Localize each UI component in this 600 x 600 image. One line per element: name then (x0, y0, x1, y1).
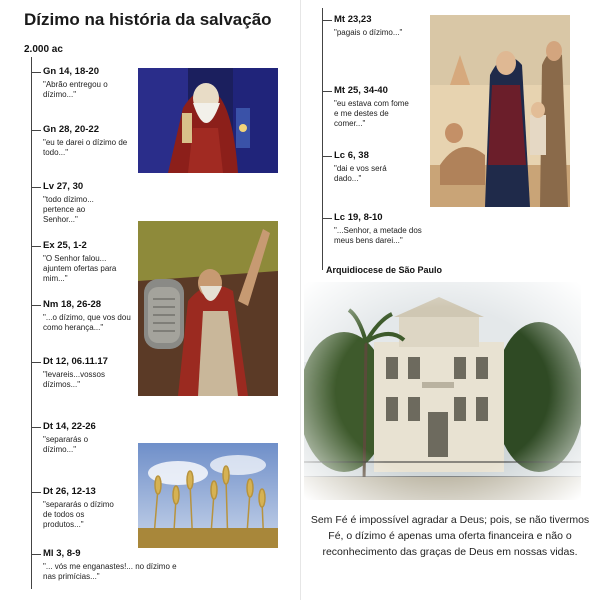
page-fold (300, 0, 301, 600)
verse-reference: Mt 23,23 (334, 14, 372, 25)
timeline-tick (31, 427, 41, 428)
verse-quote: "eu estava com fome e me destes de comer..." (334, 99, 409, 128)
moses-tablets-image (138, 221, 278, 396)
verse-quote: "pagais o dízimo..." (334, 28, 403, 37)
verse-quote: "dai e vos será dado..." (334, 164, 387, 183)
verse-reference: Ex 25, 1-2 (43, 240, 87, 251)
verse-reference: Mt 25, 34-40 (334, 85, 388, 96)
verse-reference: Ml 3, 8-9 (43, 548, 81, 559)
verse-quote: "... vós me enganastes!... no dízimo e nas primícias..." (43, 562, 177, 581)
timeline-tick (322, 20, 332, 21)
verse-quote: "Abrão entregou o dízimo..." (43, 80, 108, 99)
archdiocese-label: Arquidiocese de São Paulo (326, 265, 443, 275)
verse-quote: "levareis...vossos dízimos..." (43, 370, 105, 389)
archdiocese-building-image (304, 282, 581, 500)
timeline-tick (31, 554, 41, 555)
timeline-tick (31, 187, 41, 188)
verse-reference: Nm 18, 26-28 (43, 299, 102, 310)
timeline-entry (334, 212, 454, 246)
timeline-tick (31, 305, 41, 306)
timeline-tick (31, 130, 41, 131)
feeding-the-poor-image (430, 15, 570, 207)
timeline-tick (322, 218, 332, 219)
timeline-tick (31, 72, 41, 73)
verse-quote: "...o dízimo, que vos dou como herança..." (43, 313, 131, 332)
verse-quote: "separarás o dízimo..." (43, 435, 89, 454)
verse-reference: Lc 19, 8-10 (334, 212, 383, 223)
left-timeline-line (31, 57, 32, 589)
timeline-tick (322, 91, 332, 92)
timeline-tick (322, 156, 332, 157)
abraham-priest-image (138, 68, 278, 173)
verse-quote: "eu te darei o dízimo de todo..." (43, 138, 128, 157)
verse-reference: Dt 26, 12-13 (43, 486, 96, 497)
timeline-tick (31, 246, 41, 247)
verse-quote: "...Senhor, a metade dos meus bens darei..." (334, 226, 422, 245)
verse-reference: Dt 14, 22-26 (43, 421, 96, 432)
verse-reference: Dt 12, 06.11.17 (43, 356, 108, 367)
verse-reference: Gn 28, 20-22 (43, 124, 99, 135)
start-year-label: 2.000 ac (24, 44, 63, 55)
verse-reference: Gn 14, 18-20 (43, 66, 99, 77)
timeline-tick (31, 362, 41, 363)
right-timeline-line (322, 8, 323, 270)
verse-reference: Lc 6, 38 (334, 150, 369, 161)
timeline-entry (43, 548, 177, 582)
closing-message: Sem Fé é impossível agradar a Deus; pois, se não tivermos Fé, o dízimo é apenas uma oferta financeira e não o reconhecimento das graças de Deus em nossas vidas. (310, 514, 590, 558)
wheat-field-image (138, 443, 278, 548)
timeline-entry (43, 181, 163, 225)
verse-quote: "O Senhor falou... ajuntem ofertas para mim..." (43, 254, 117, 283)
verse-quote: "separarás o dízimo de todos os produtos..." (43, 500, 114, 529)
page-title: Dízimo na história da salvação (24, 10, 272, 29)
timeline-tick (31, 492, 41, 493)
verse-reference: Lv 27, 30 (43, 181, 84, 192)
verse-quote: "todo dízimo... pertence ao Senhor..." (43, 195, 94, 224)
